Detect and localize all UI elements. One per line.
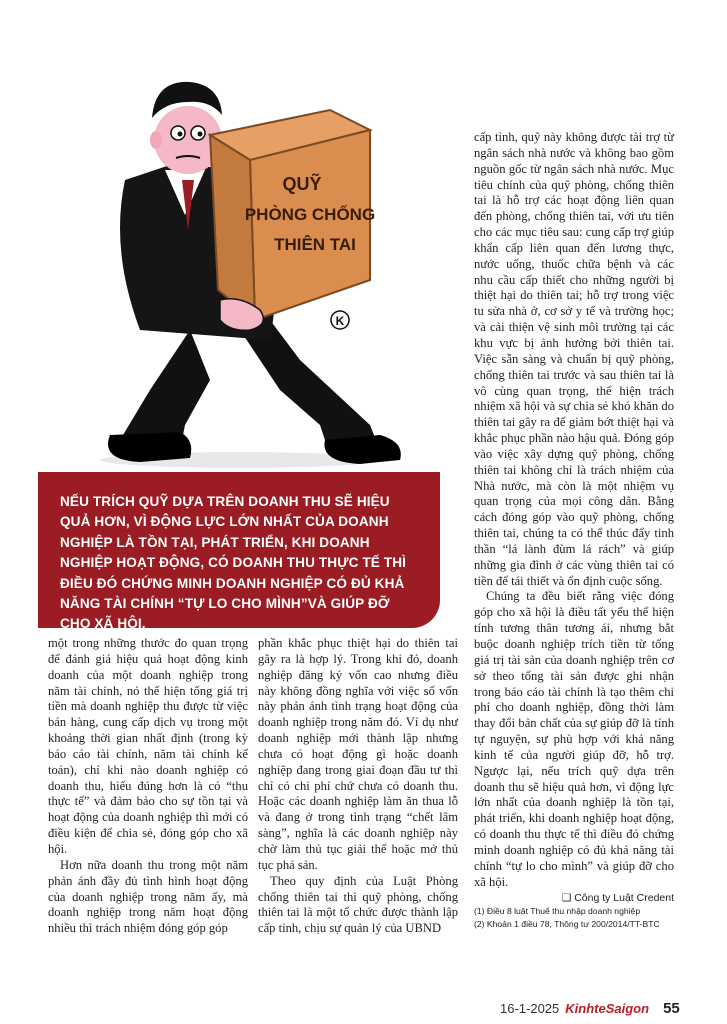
article-sources — [474, 891, 674, 931]
author-marker-icon: ❑ — [561, 891, 575, 904]
article-column-middle — [258, 636, 458, 937]
paragraph: Theo quy định của Luật Phòng chống thiên tai thì quỹ phòng, chống thiên tai là một tổ chức được thành lập cấp tỉnh, chịu sự quản lý của UBND — [258, 873, 458, 936]
article-column-right — [474, 130, 674, 931]
cartoon-illustration — [70, 30, 450, 470]
footnote-1: (1) Điều 8 luật Thuế thu nhập doanh nghiệp — [474, 905, 641, 916]
box-label-line3: THIÊN TAI — [274, 235, 356, 254]
pull-quote-text: NẾU TRÍCH QUỸ DỰA TRÊN DOANH THU SẼ HIỆU QUẢ HƠN, VÌ ĐỘNG LỰC LỚN NHẤT CỦA DOANH NGHIỆP LÀ TỒN TẠI, PHÁT TRIỂN, KHI DOANH NGHIỆP HOẠT ĐỘNG, CÓ DOANH THU THỰC TẾ THÌ ĐIỀU ĐÓ CHỨNG MINH DOANH NGHIỆP CÓ ĐỦ KHẢ NĂNG TÀI CHÍNH “TỰ LO CHO MÌNH”VÀ GIÚP ĐỠ CHO XÃ HỘI. — [60, 494, 407, 632]
paragraph: phần khắc phục thiệt hại do thiên tai gây ra là hợp lý. Trong khi đó, doanh nghiệp đăng ký vốn cao nhưng điều này không đồng nghĩa với việc số vốn này phản ánh tình trạng hoạt động của doanh nghiệp trong năm đó. Ví dụ như doanh nghiệp mới thành lập nhưng chưa có hoạt động gì hoặc doanh nghiệp đang trong giai đoạn đầu tư thì chỉ có chi phí chứ chưa có doanh thu. Hoặc các doanh nghiệp làm ăn thua lỗ và đang ở trong tình trạng “chết lâm sàng”, nghĩa là các doanh nghiệp này chờ làm thủ tục giải thể hoặc mở thủ tục phá sản. — [258, 636, 458, 872]
page-footer — [500, 996, 700, 1020]
artist-signature: K — [335, 314, 345, 328]
footnote-2: (2) Khoản 1 điều 78, Thông tư 200/2014/TT-BTC — [474, 918, 660, 929]
paragraph: một trong những thước đo quan trọng để đánh giá hiệu quả hoạt động kinh doanh của một doanh nghiệp trong năm tài chính, nó thể hiện tổng giá trị tiền mà doanh nghiệp thu được từ việc bán hàng, cung cấp dịch vụ trong một khoảng thời gian nhất định (trong kỳ báo cáo tài chính, năm tài chính kế toán), chỉ khi nào doanh nghiệp có doanh thu, hiểu đúng hơn là có “thu thực tế” và đảm bảo cho sự tồn tại và hoạt động của doanh nghiệp thì mới có điều kiện để chia sẻ, đóng góp cho xã hội. — [48, 636, 248, 856]
paragraph: Hơn nữa doanh thu trong một năm phản ánh đầy đủ tình hình hoạt động của doanh nghiệp trong năm ấy, mà doanh nghiệp trong năm hoạt động nhiều thì trách nhiệm đóng góp góp — [48, 857, 248, 936]
box-label-line2: PHÒNG CHỐNG — [244, 205, 376, 224]
page-number: 55 — [663, 999, 680, 1017]
paragraph: Chúng ta đều biết rằng việc đóng góp cho xã hội là điều tất yếu thể hiện tính tương thân tương ái, nhưng bắt buộc doanh nghiệp trích tiền từ tổng giá trị tài sản của doanh nghiệp trên cơ sở theo tổng tài sản được ghi nhận trong báo cáo tài chính là tạo thêm chi phí cho doanh nghiệp, đồng thời làm thay đổi bản chất của sự giúp đỡ là tính tự nguyện, sự phù hợp với khả năng kinh tế của người giúp đỡ, hỗ trợ. Ngược lại, nếu trích quỹ dựa trên doanh thu sẽ hiệu quả hơn, vì động lực lớn nhất của doanh nghiệp là tồn tại, phát triển, khi doanh nghiệp hoạt động, có doanh thu thực tế thì điều đó chứng minh doanh nghiệp có đủ khả năng tài chính “tự lo cho mình” và giúp đỡ cho xã hội. — [474, 589, 674, 889]
box-label-line1: QUỸ — [282, 174, 322, 194]
paragraph: cấp tỉnh, quỹ này không được tài trợ từ ngân sách nhà nước và không bao gồm nguồn gốc từ ngân sách nhà nước. Mục tiêu chính của quỹ phòng, chống thiên tai là hỗ trợ các hoạt động liên quan đến phòng, chống thiên tai, với ưu tiên cho các mục tiêu sau: cung cấp trợ giúp khẩn cấp liên quan đến lương thực, nước uống, thuốc chữa bệnh và các nhu cầu cấp thiết cho những người bị thiệt hại do thiên tai; hỗ trợ trong việc tu sửa nhà ở, cơ sở y tế và trường học; và cải thiện vệ sinh môi trường tại các khu vực bị ảnh hưởng bởi thiên tai. Việc sẵn sàng và chuẩn bị quỹ phòng, chống thiên tai trước và sau thiên tai là vô cùng quan trọng, thể hiện trách nhiệm xã hội và sự chia sẻ khó khăn do thiên tai gây ra để giảm bớt thiệt hại và khắc phục phần nào hậu quả. Đóng góp vào việc xây dựng quỹ phòng, chống thiên tai không chỉ là trách nhiệm của Nhà nước, mà còn là một nhiệm vụ quan trọng của mọi công dân. Bằng cách đóng góp vào quỹ phòng, chống thiên tai, chúng ta có thể thúc đẩy tinh thần “lá lành đùm lá rách” và giúp những gia đình ở các vùng thiên tai có tiền để tái thiết và ổn định cuộc sống. — [474, 130, 674, 588]
magazine-logo: KinhteSaigon — [565, 1000, 650, 1016]
issue-date: 16-1-2025 — [500, 1000, 560, 1016]
author-credit: ❑ Công ty Luật Credent — [561, 891, 674, 904]
article-column-left — [48, 636, 248, 937]
pull-quote-box — [38, 472, 440, 632]
